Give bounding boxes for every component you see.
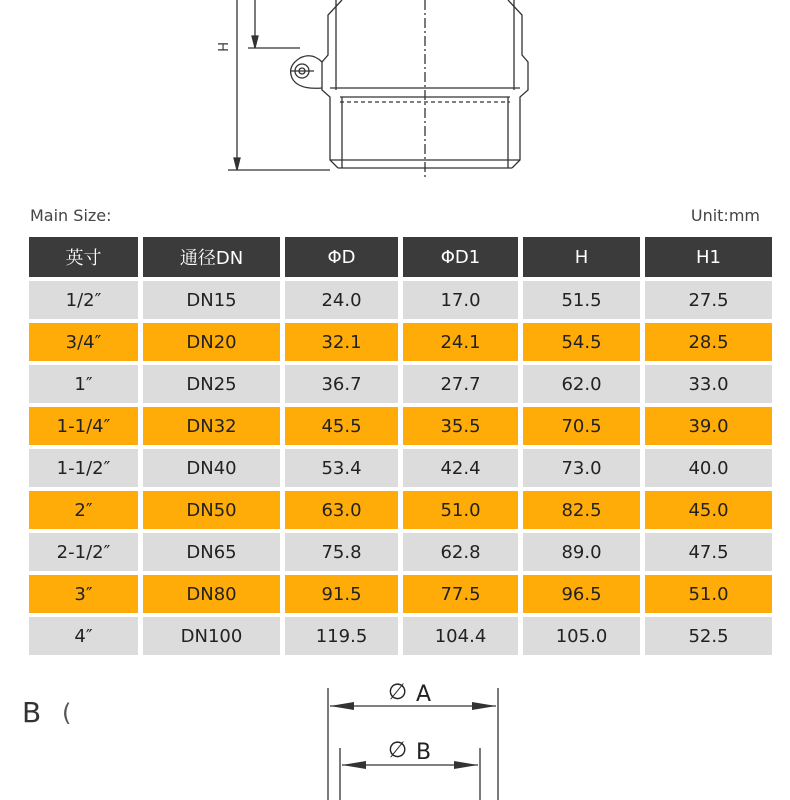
table-row: [29, 323, 772, 361]
cell-dn: DN80: [143, 575, 280, 613]
cell-h1: 51.0: [645, 575, 772, 613]
cell-dn: DN15: [143, 281, 280, 319]
cell-inch: 1″: [29, 365, 138, 403]
cell-inch: 3″: [29, 575, 138, 613]
cell-od1: 42.4: [403, 449, 518, 487]
cell-od: 32.1: [285, 323, 398, 361]
cell-h1: 33.0: [645, 365, 772, 403]
cell-od1: 27.7: [403, 365, 518, 403]
cell-h: 105.0: [523, 617, 640, 655]
diameter-a-symbol: ∅: [388, 680, 408, 705]
cell-inch: 2-1/2″: [29, 533, 138, 571]
cell-h1: 40.0: [645, 449, 772, 487]
cell-h1: 27.5: [645, 281, 772, 319]
size-spec-table: [24, 233, 777, 659]
cell-dn: DN32: [143, 407, 280, 445]
cell-od1: 35.5: [403, 407, 518, 445]
cell-od1: 77.5: [403, 575, 518, 613]
cell-od1: 62.8: [403, 533, 518, 571]
header-h: H: [523, 237, 640, 277]
cell-od: 24.0: [285, 281, 398, 319]
cell-od: 63.0: [285, 491, 398, 529]
cell-od: 45.5: [285, 407, 398, 445]
cell-inch: 1-1/4″: [29, 407, 138, 445]
cell-od1: 104.4: [403, 617, 518, 655]
cell-h: 54.5: [523, 323, 640, 361]
cell-dn: DN100: [143, 617, 280, 655]
table-row: [29, 491, 772, 529]
cell-dn: DN50: [143, 491, 280, 529]
diameter-a-label: A: [416, 682, 432, 707]
cell-dn: DN65: [143, 533, 280, 571]
cell-od: 36.7: [285, 365, 398, 403]
diameter-b-symbol: ∅: [388, 738, 408, 763]
cell-h1: 39.0: [645, 407, 772, 445]
table-row: [29, 575, 772, 613]
cell-dn: DN20: [143, 323, 280, 361]
cell-h: 70.5: [523, 407, 640, 445]
cell-od: 75.8: [285, 533, 398, 571]
cell-dn: DN25: [143, 365, 280, 403]
cell-od: 119.5: [285, 617, 398, 655]
cell-h: 82.5: [523, 491, 640, 529]
cell-inch: 2″: [29, 491, 138, 529]
dimension-h-label: H: [214, 42, 229, 52]
unit-caption: Unit:mm: [690, 206, 760, 225]
cell-od1: 51.0: [403, 491, 518, 529]
cell-dn: DN40: [143, 449, 280, 487]
main-size-caption: Main Size:: [30, 206, 112, 225]
cell-h: 96.5: [523, 575, 640, 613]
table-row: [29, 281, 772, 319]
dimension-diagram-b: [0, 660, 790, 800]
cell-inch: 3/4″: [29, 323, 138, 361]
header-dn: 通径DN: [143, 237, 280, 277]
cell-h1: 45.0: [645, 491, 772, 529]
cell-h1: 52.5: [645, 617, 772, 655]
cell-inch: 4″: [29, 617, 138, 655]
arrow-a-left: [330, 702, 354, 710]
section-b-letter: B: [22, 696, 42, 729]
header-inch: 英寸: [29, 237, 138, 277]
table-row: [29, 617, 772, 655]
cell-inch: 1-1/2″: [29, 449, 138, 487]
section-b-paren: (: [62, 699, 72, 727]
header-od: ΦD: [285, 237, 398, 277]
table-row: [29, 407, 772, 445]
table-row: [29, 449, 772, 487]
cell-od1: 24.1: [403, 323, 518, 361]
table-header-row: [29, 237, 772, 277]
cell-h1: 47.5: [645, 533, 772, 571]
fitting-cross-section-drawing: [0, 0, 790, 195]
cell-od: 53.4: [285, 449, 398, 487]
table-row: [29, 365, 772, 403]
cell-od1: 17.0: [403, 281, 518, 319]
cell-h: 51.5: [523, 281, 640, 319]
cell-h: 73.0: [523, 449, 640, 487]
cell-h1: 28.5: [645, 323, 772, 361]
header-h1: H1: [645, 237, 772, 277]
arrow-b-left: [342, 761, 366, 769]
cell-h: 89.0: [523, 533, 640, 571]
cell-inch: 1/2″: [29, 281, 138, 319]
header-od1: ΦD1: [403, 237, 518, 277]
table-row: [29, 533, 772, 571]
diameter-b-label: B: [416, 740, 432, 765]
cell-h: 62.0: [523, 365, 640, 403]
arrow-b-right: [454, 761, 478, 769]
arrow-a-right: [472, 702, 496, 710]
cell-od: 91.5: [285, 575, 398, 613]
